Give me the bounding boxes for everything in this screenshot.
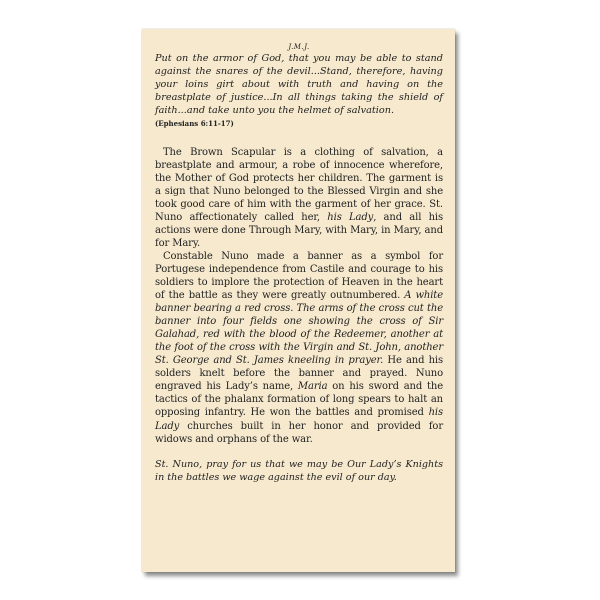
card-body: [155, 146, 443, 446]
paragraph2-emphasis-lady: his Lady: [155, 407, 443, 432]
scripture-verse: Put on the armor of God, that you may be able to stand against the snares of the devil...Stand, therefore, having your loins girt about with truth and having on the breastplate of justice...In all things taking the shield of faith...and take unto you the helmet of salvation.: [155, 53, 443, 116]
paragraph-constable-nuno: [155, 250, 443, 446]
paragraph2-emphasis-maria: Maria: [297, 381, 328, 393]
paragraph2-text: Constable Nuno made a banner as a symbol for Portugese independence from Castile and courage to his soldiers to implore the protection of Heaven in the heart of the battle as they were greatly outnumbered.: [155, 250, 443, 302]
paragraph2-banner-description: A white banner bearing a red cross. The arms of the cross cut the banner into four fields one showing the cross of Sir Galahad, red with the blood of the Redeemer, another at the foot of the cross with the Virgin and St. John, another St. George and St. James kneeling in prayer.: [155, 290, 443, 367]
closing-prayer: St. Nuno, pray for us that we may be Our Lady’s Knights in the battles we wage against the evil of our day.: [155, 458, 443, 483]
paragraph2-text-end: churches built in her honor and provided for widows and orphans of the war.: [155, 420, 443, 445]
scripture-reference: (Ephesians 6:11-17): [155, 118, 234, 128]
paragraph2-text-mid: He and his solders knelt before the banner and prayed. Nuno engraved his Lady’s name,: [155, 355, 443, 393]
paragraph1-text: The Brown Scapular is a clothing of salvation, a breastplate and armour, a robe of innocence wherefore, the Mother of God protects her children. The garment is a sign that Nuno belonged to the Blessed Virgin and she took good care of him with the garment of her grace. St. Nuno affectionately called her,: [155, 146, 443, 223]
prayer-card: [142, 29, 455, 572]
paragraph-brown-scapular: [155, 146, 443, 250]
card-header: J.M.J.: [288, 43, 310, 51]
paragraph1-text-end: , and all his actions were done Through Mary, with Mary, in Mary, and for Mary.: [155, 211, 443, 249]
paragraph1-emphasis: his Lady: [327, 211, 374, 223]
paragraph2-text-tactics: on his sword and the tactics of the phalanx formation of long spears to halt an opposing infantry. He won the battles and promised: [155, 381, 443, 419]
